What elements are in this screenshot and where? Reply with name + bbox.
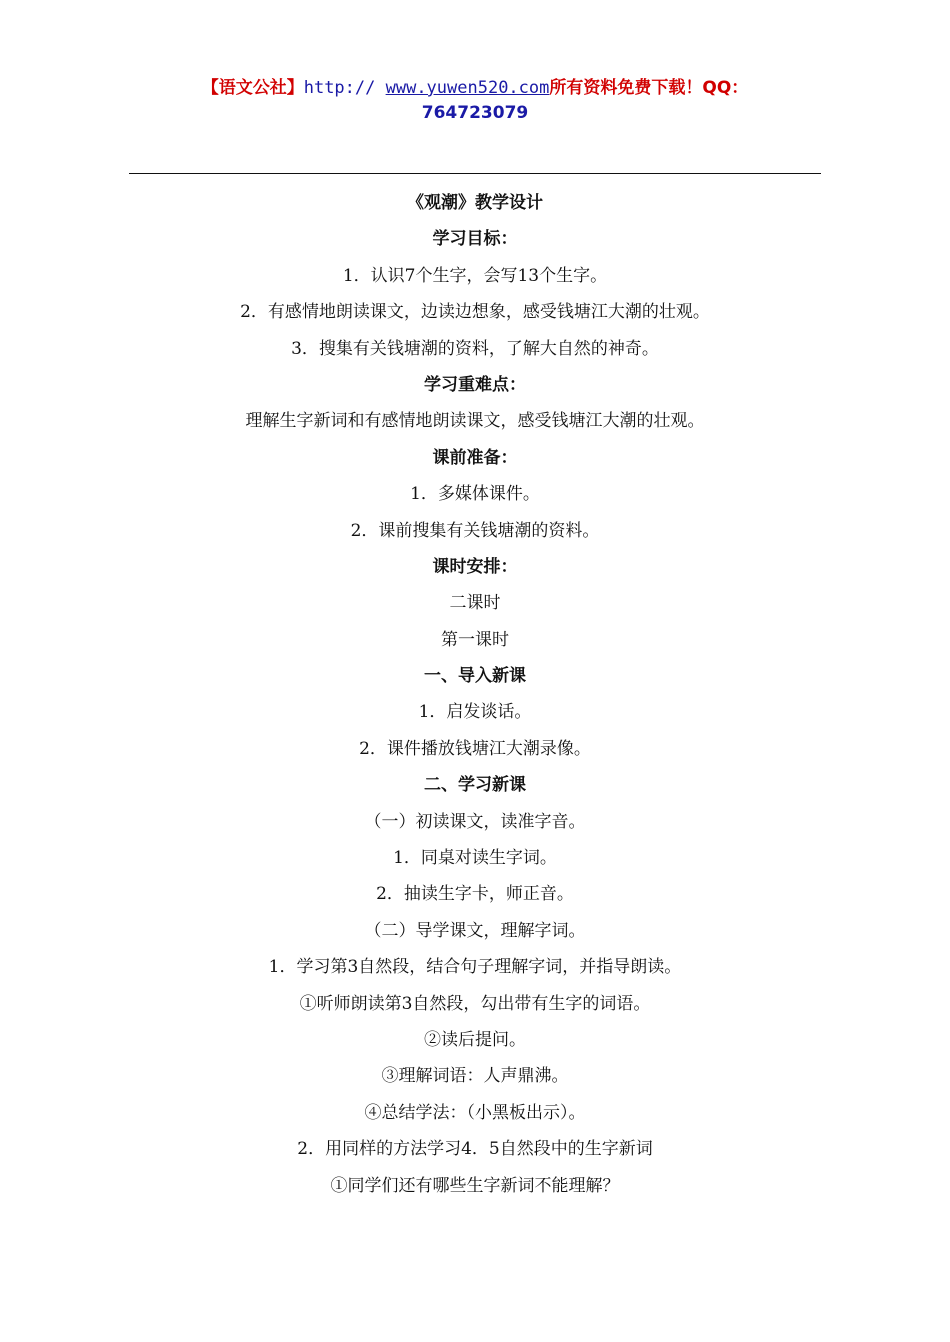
section-heading: 学习目标： — [432, 229, 518, 250]
body-line: （二）导学课文，理解字词。 — [364, 920, 586, 941]
body-line: 2．用同样的方法学习4．5自然段中的生字新词 — [297, 1139, 653, 1160]
body-line: 1．学习第3自然段，结合句子理解字词，并指导朗读。 — [268, 957, 682, 978]
body-line: 1．认识7个生字，会写13个生字。 — [342, 265, 608, 286]
body-line: 理解生字新词和有感情地朗读课文，感受钱塘江大潮的壮观。 — [245, 411, 705, 432]
section-heading: 学习重难点： — [424, 374, 526, 395]
body-line: 第一课时 — [441, 629, 509, 650]
body-line: 3．搜集有关钱塘潮的资料，了解大自然的神奇。 — [291, 338, 659, 359]
body-line: ④总结学法：（小黑板出示）。 — [364, 1102, 586, 1123]
url-prefix: http:// — [303, 78, 386, 98]
body-line: 1．多媒体课件。 — [410, 484, 540, 505]
section-heading: 一、导入新课 — [424, 666, 526, 687]
body-line: （一）初读课文，读准字音。 — [364, 811, 586, 832]
body-line: ①听师朗读第3自然段，勾出带有生字的词语。 — [299, 993, 651, 1014]
document-body — [0, 185, 950, 1204]
section-heading: 二、学习新课 — [424, 775, 526, 796]
qq-number: 764723079 — [421, 103, 529, 123]
body-line: 2．课件播放钱塘江大潮录像。 — [359, 738, 591, 759]
body-line: 1．启发谈话。 — [418, 702, 532, 723]
body-line: ③理解词语：人声鼎沸。 — [381, 1066, 569, 1087]
section-heading: 课前准备： — [432, 447, 518, 468]
body-line: 1．同桌对读生字词。 — [393, 848, 557, 869]
website-link[interactable]: www.yuwen520.com — [385, 78, 550, 98]
page-header — [0, 76, 950, 126]
document-title: 《观潮》教学设计 — [407, 193, 543, 213]
header-line-1 — [0, 76, 950, 101]
body-line: 2．抽读生字卡，师正音。 — [376, 884, 574, 905]
header-divider — [129, 173, 821, 174]
header-tagline: 所有资料免费下载！QQ： — [549, 78, 749, 98]
header-line-2 — [0, 101, 950, 126]
body-line: ①同学们还有哪些生字新词不能理解？ — [330, 1175, 620, 1196]
body-line: 2．课前搜集有关钱塘潮的资料。 — [350, 520, 600, 541]
body-line: 二课时 — [449, 593, 501, 614]
section-heading: 课时安排： — [432, 556, 518, 577]
body-line: 2．有感情地朗读课文，边读边想象，感受钱塘江大潮的壮观。 — [240, 302, 710, 323]
body-line: ②读后提问。 — [424, 1029, 526, 1050]
brand-name: 【语文公社】 — [201, 78, 304, 98]
